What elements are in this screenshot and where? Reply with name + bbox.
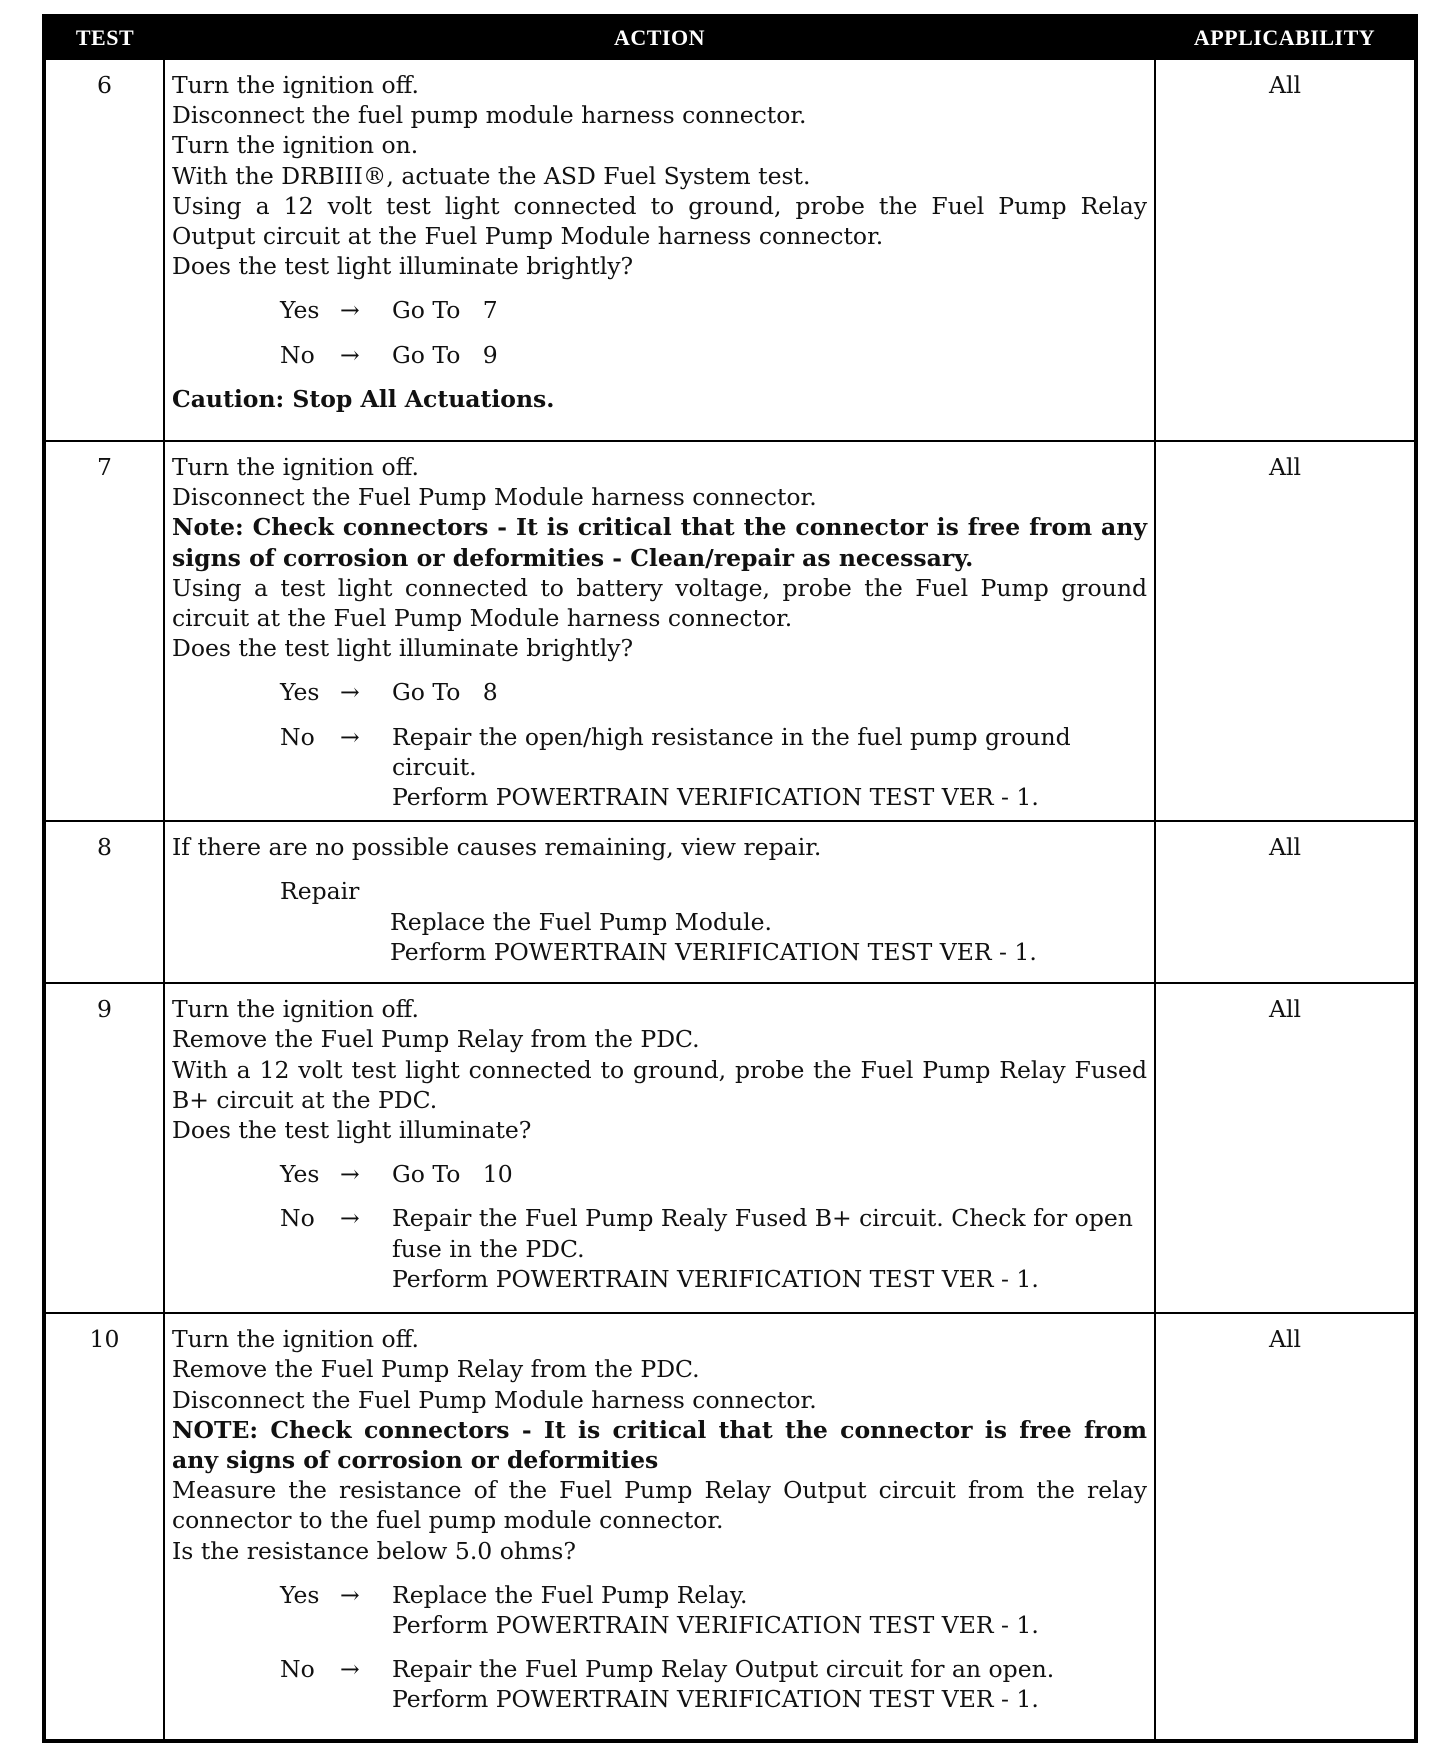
yes-label: Yes: [280, 1580, 320, 1609]
no-label: No: [280, 1204, 315, 1233]
no-result: [392, 722, 1147, 813]
action-line: Disconnect the Fuel Pump Module harness connector.: [172, 483, 817, 512]
no-branch: [280, 1654, 1147, 1714]
yes-result-line: Perform POWERTRAIN VERIFICATION TEST VER - 1.: [392, 1611, 1039, 1640]
yes-result-line: Replace the Fuel Pump Relay.: [392, 1580, 748, 1609]
action-line: Is the resistance below 5.0 ohms?: [172, 1536, 576, 1565]
arrow-icon: →: [340, 1580, 360, 1609]
action-line: With the DRBIII®, actuate the ASD Fuel System test.: [172, 161, 811, 190]
no-result-line: Perform POWERTRAIN VERIFICATION TEST VER - 1.: [392, 1264, 1039, 1293]
no-result: [392, 1654, 1147, 1714]
arrow-icon: →: [340, 296, 360, 325]
yes-branch: [280, 1580, 1147, 1640]
yes-result: Go To 8: [392, 678, 498, 707]
action-line: Does the test light illuminate brightly?: [172, 252, 634, 281]
test-row-8: [44, 821, 1416, 983]
applicability-value: All: [1155, 1313, 1416, 1741]
no-result: [392, 1203, 1147, 1294]
action-line: Measure the resistance of the Fuel Pump Relay Output circuit from the relay connector to the fuel pump module connector.: [172, 1476, 1147, 1535]
yes-label: Yes: [280, 1160, 320, 1189]
test-number: 10: [44, 1313, 164, 1741]
action-line: Using a 12 volt test light connected to ground, probe the Fuel Pump Relay Output circuit at the Fuel Pump Module harness connector.: [172, 191, 1147, 251]
arrow-icon: →: [340, 1160, 360, 1189]
action-line: Using a test light connected to battery voltage, probe the Fuel Pump ground circuit at the Fuel Pump Module harness connector.: [172, 573, 1147, 633]
no-result-line: Perform POWERTRAIN VERIFICATION TEST VER - 1.: [392, 1685, 1039, 1714]
test-number: 6: [44, 59, 164, 441]
repair-step: Perform POWERTRAIN VERIFICATION TEST VER - 1.: [390, 937, 1037, 966]
test-row-7: [44, 441, 1416, 821]
action-line: Disconnect the fuel pump module harness connector.: [172, 101, 807, 130]
no-result-line: Perform POWERTRAIN VERIFICATION TEST VER - 1.: [392, 783, 1039, 812]
no-result-line: Repair the Fuel Pump Relay Output circuit for an open.: [392, 1655, 1055, 1684]
no-label: No: [280, 1655, 315, 1684]
action-line: Remove the Fuel Pump Relay from the PDC.: [172, 1355, 700, 1384]
action-line: Disconnect the Fuel Pump Module harness connector.: [172, 1385, 817, 1414]
arrow-icon: →: [340, 1655, 360, 1684]
test-row-6: [44, 59, 1416, 441]
no-branch: [280, 1203, 1147, 1294]
action-line: Turn the ignition on.: [172, 131, 419, 160]
header-test: TEST: [44, 16, 164, 59]
action-line: Does the test light illuminate brightly?: [172, 634, 634, 663]
applicability-value: All: [1155, 441, 1416, 821]
test-number: 7: [44, 441, 164, 821]
arrow-icon: →: [340, 1204, 360, 1233]
no-result-line: Repair the Fuel Pump Realy Fused B+ circuit. Check for open fuse in the PDC.: [392, 1204, 1133, 1263]
no-result: Go To 9: [392, 340, 498, 369]
action-line: Turn the ignition off.: [172, 453, 420, 481]
note-text: Note: Check connectors - It is critical that the connector is free from any signs of corrosion or deformities - Clean/repair as necessary.: [172, 513, 1147, 572]
applicability-value: All: [1155, 821, 1416, 983]
action-cell: [164, 983, 1155, 1313]
yes-result: Go To 10: [392, 1160, 513, 1189]
action-cell: [164, 441, 1155, 821]
action-line: If there are no possible causes remaining, view repair.: [172, 833, 822, 862]
diagnostic-procedure-page: [42, 14, 1414, 1714]
yes-result: [392, 1580, 1147, 1640]
yes-branch: [280, 1159, 1147, 1189]
header-applicability: APPLICABILITY: [1155, 16, 1416, 59]
repair-label: Repair: [280, 877, 360, 906]
note-text: NOTE: Check connectors - It is critical that the connector is free from any signs of corrosion or deformities: [172, 1415, 1147, 1475]
test-procedure-table: [42, 14, 1418, 1743]
applicability-value: All: [1155, 59, 1416, 441]
arrow-icon: →: [340, 340, 360, 369]
action-cell: [164, 59, 1155, 441]
applicability-value: All: [1155, 983, 1416, 1313]
no-branch: [280, 340, 1147, 370]
action-cell: [164, 1313, 1155, 1741]
action-line: Remove the Fuel Pump Relay from the PDC.: [172, 1025, 700, 1054]
yes-branch: [280, 677, 1147, 707]
test-row-10: [44, 1313, 1416, 1741]
action-cell: [164, 821, 1155, 983]
caution-text: Caution: Stop All Actuations.: [172, 384, 555, 413]
action-line: With a 12 volt test light connected to ground, probe the Fuel Pump Relay Fused B+ circuit at the PDC.: [172, 1055, 1147, 1114]
test-number: 8: [44, 821, 164, 983]
test-number: 9: [44, 983, 164, 1313]
action-line: Does the test light illuminate?: [172, 1116, 532, 1145]
action-line: Turn the ignition off.: [172, 995, 420, 1024]
no-label: No: [280, 722, 315, 751]
test-row-9: [44, 983, 1416, 1313]
no-result-line: Repair the open/high resistance in the fuel pump ground circuit.: [392, 722, 1071, 781]
yes-result: Go To 7: [392, 296, 498, 325]
no-label: No: [280, 340, 315, 369]
yes-label: Yes: [280, 296, 320, 325]
repair-step: Replace the Fuel Pump Module.: [390, 907, 773, 936]
no-branch: [280, 722, 1147, 813]
arrow-icon: →: [340, 678, 360, 707]
yes-branch: [280, 295, 1147, 325]
action-line: Turn the ignition off.: [172, 1325, 420, 1354]
header-action: ACTION: [164, 16, 1155, 59]
arrow-icon: →: [340, 722, 360, 751]
header-row: [44, 16, 1416, 59]
yes-label: Yes: [280, 678, 320, 707]
action-line: Turn the ignition off.: [172, 71, 420, 99]
